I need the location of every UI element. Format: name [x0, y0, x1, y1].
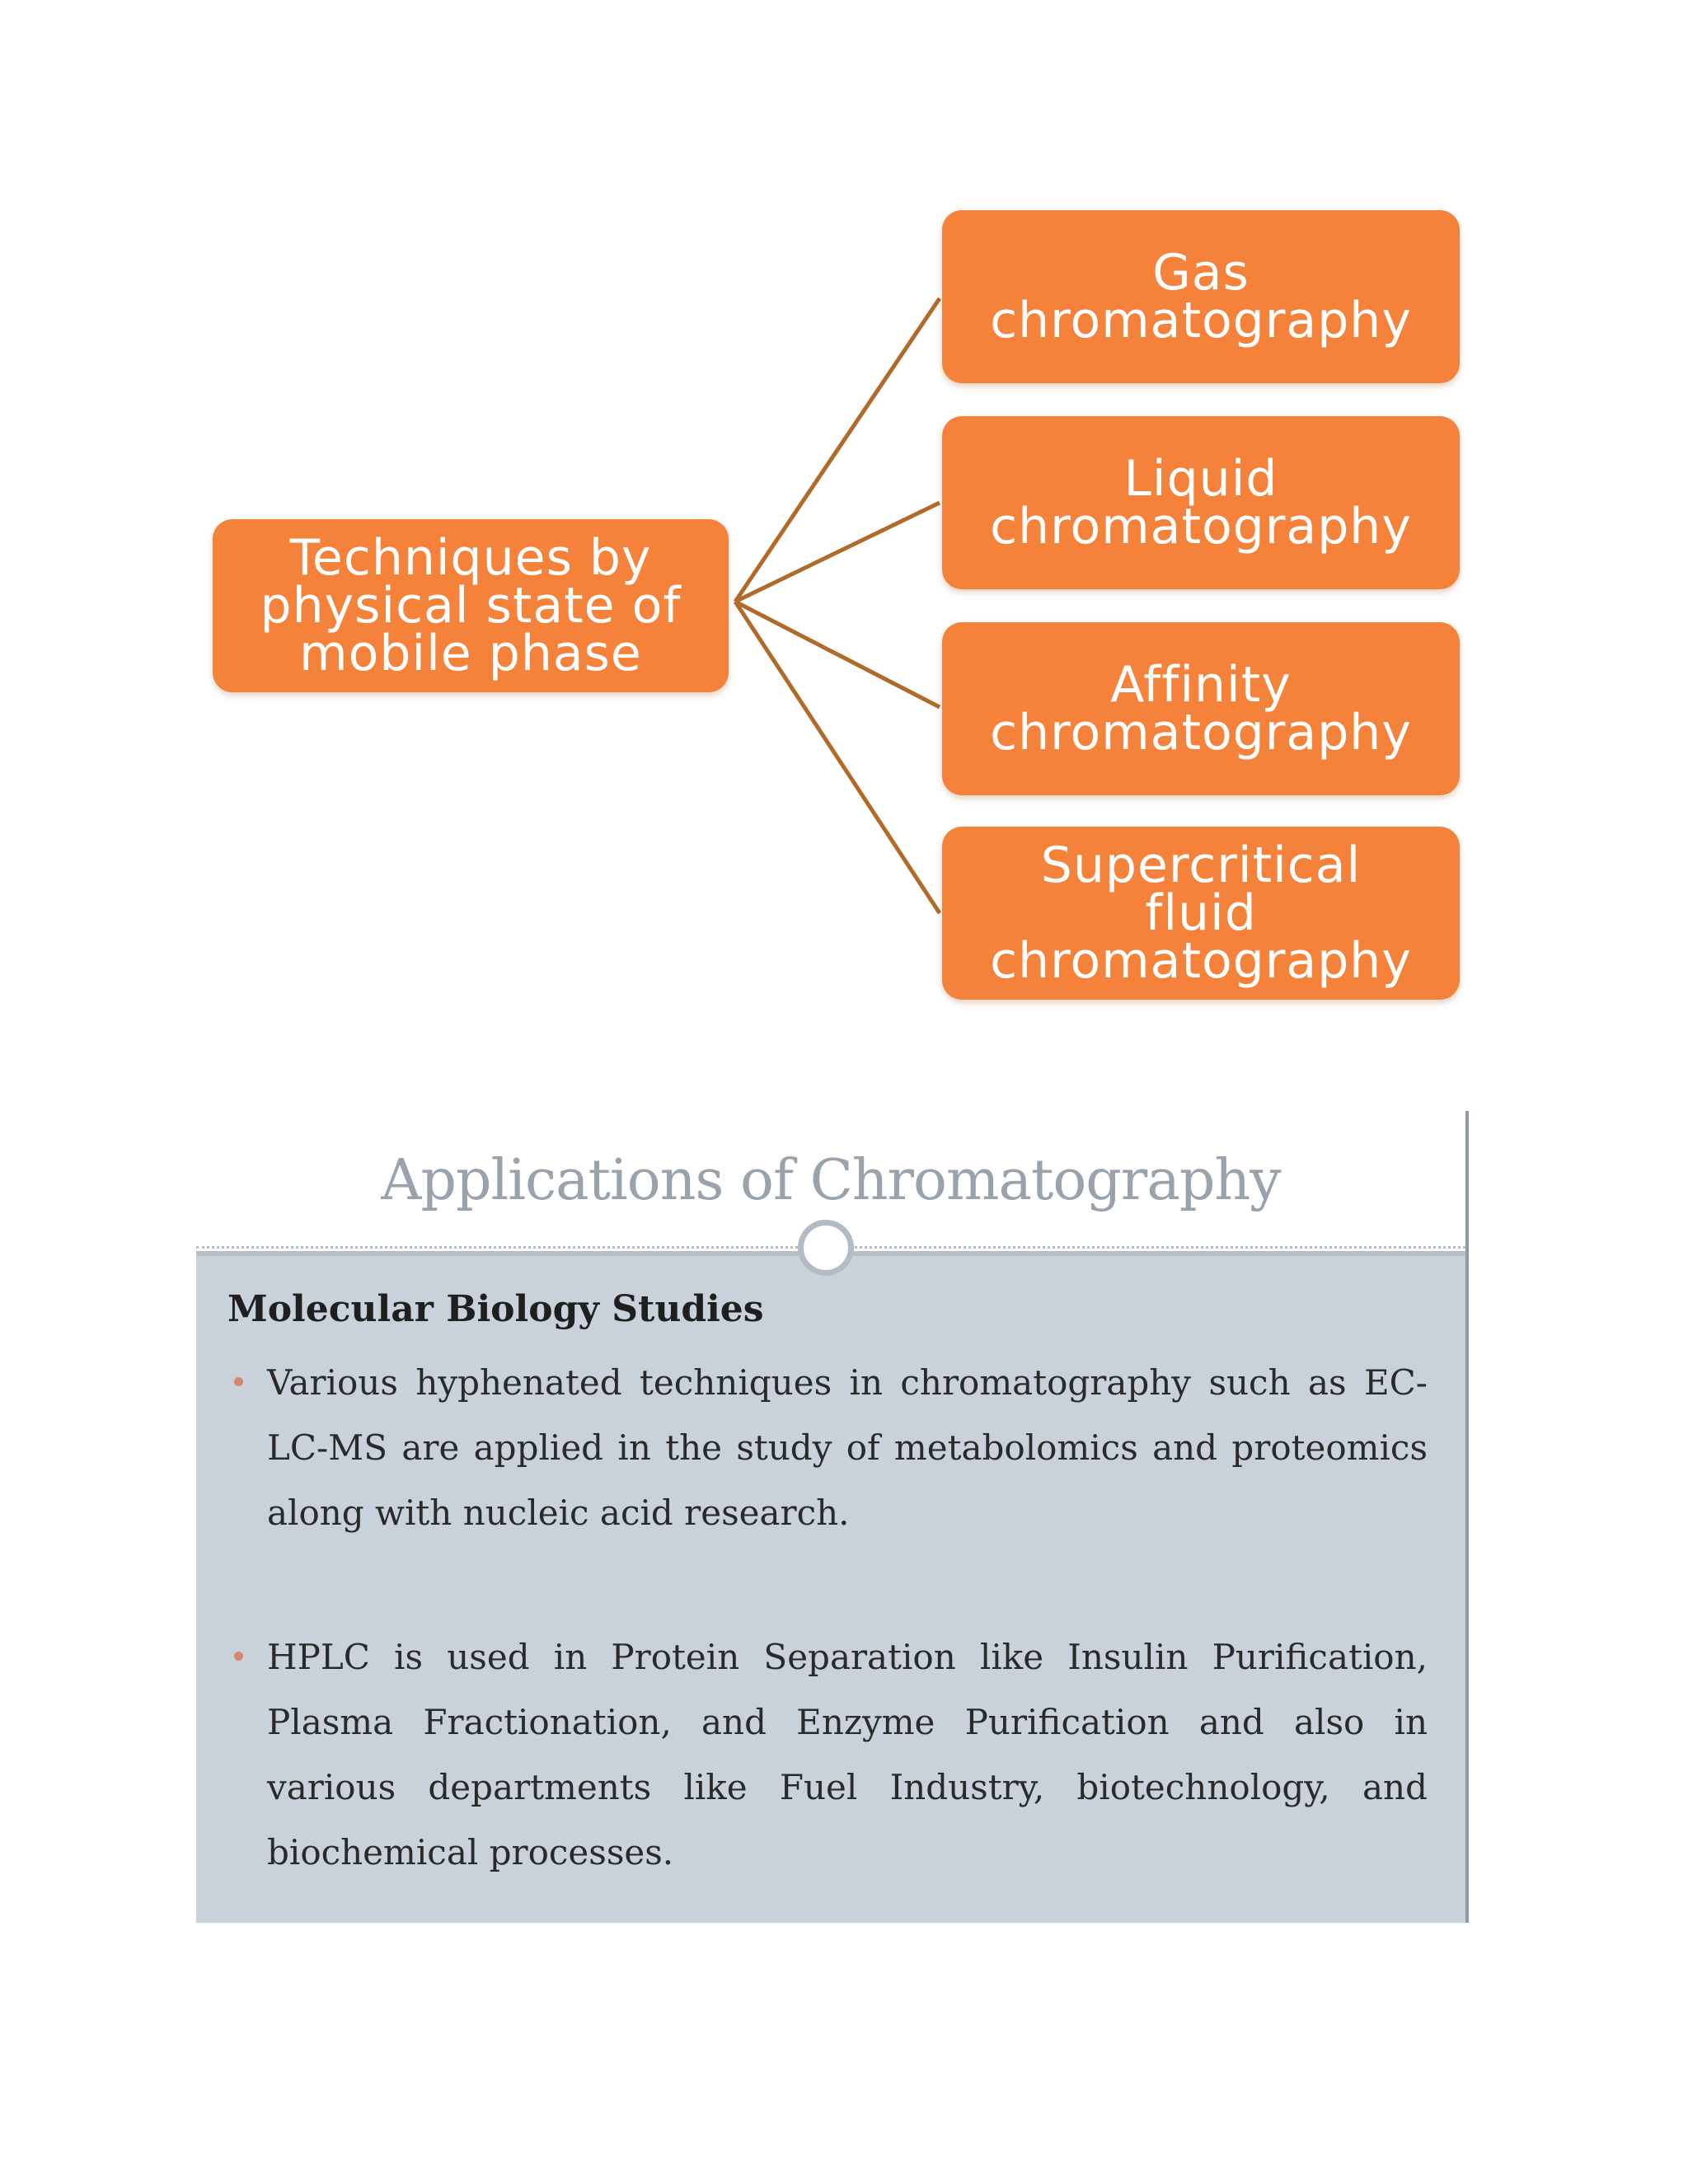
node-supercritical-fluid-chromatography: Supercritical fluid chromatography [942, 827, 1460, 1000]
connector-liquid [735, 503, 940, 602]
bullet-text: Various hyphenated techniques in chromatography such as EC-LC-MS are applied in the study of metabolomics and proteomics along with nucleic acid research. [267, 1362, 1428, 1533]
section-heading: Molecular Biology Studies [227, 1288, 764, 1330]
node-affinity-chromatography: Affinity chromatography [942, 622, 1460, 795]
bullet-dot-icon [234, 1652, 243, 1661]
connector-gas [735, 298, 940, 602]
technique-diagram [0, 0, 1688, 1038]
bullet-list [227, 1350, 1428, 1885]
slide-title: Applications of Chromatography [381, 1148, 1281, 1213]
divider-circle-icon [798, 1220, 854, 1276]
node-gas-chromatography: Gas chromatography [942, 210, 1460, 383]
list-item [227, 1624, 1428, 1885]
node-liquid-chromatography: Liquid chromatography [942, 416, 1460, 589]
root-node: Techniques by physical state of mobile phase [213, 519, 729, 692]
connector-supercritical [735, 602, 940, 913]
list-item [227, 1350, 1428, 1545]
connector-affinity [735, 602, 940, 707]
bullet-dot-icon [234, 1377, 243, 1386]
bullet-text: HPLC is used in Protein Separation like Insulin Purification, Plasma Fractionation, and Enzyme Purification and also in various departments like Fuel Industry, biotechnology, and biochemical processes. [267, 1637, 1428, 1872]
applications-slide [196, 1111, 1469, 1923]
